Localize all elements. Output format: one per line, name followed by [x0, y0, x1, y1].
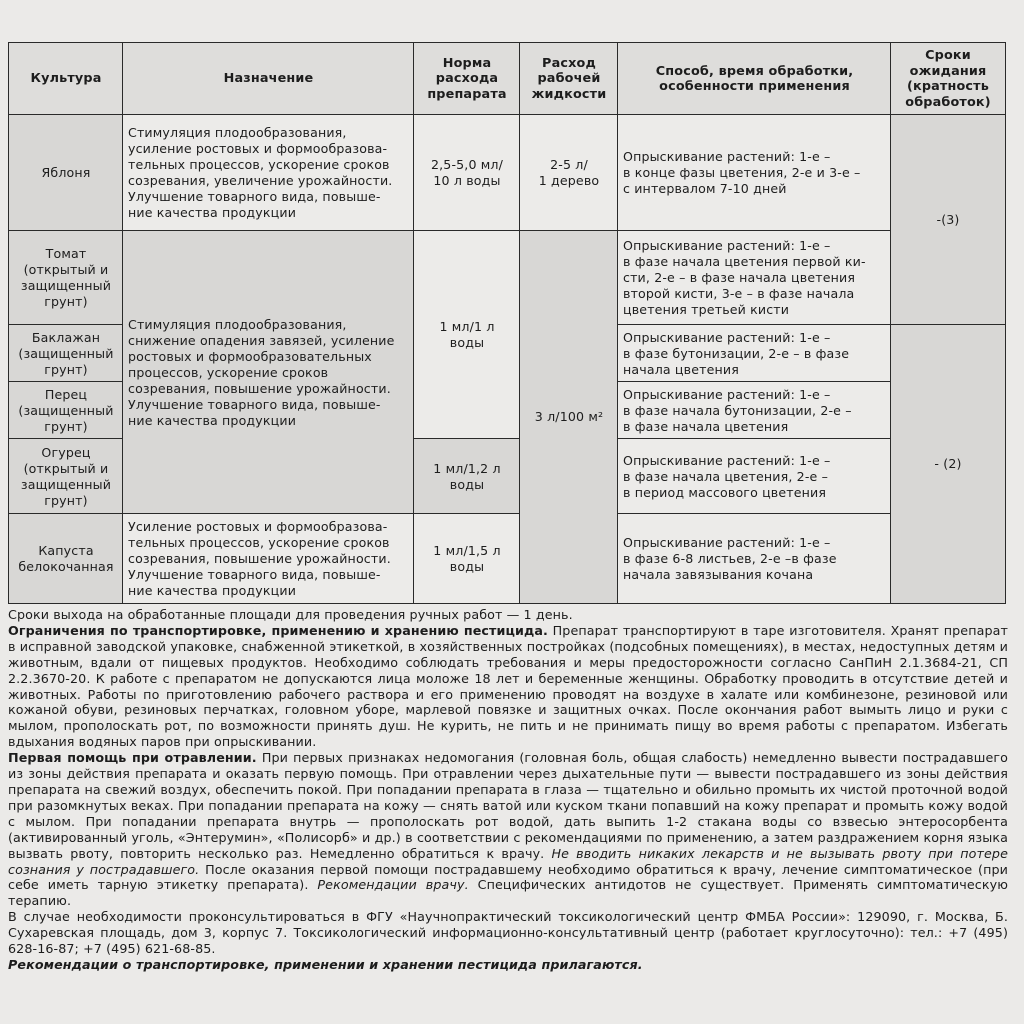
norm-vegetables: 1 мл/1 л воды	[413, 230, 521, 440]
method-apple: Опрыскивание растений: 1-е – в конце фазы цветения, 2-е и 3-е – с интервалом 7-10 дней	[617, 114, 892, 232]
purpose-cabbage: Усиление ростовых и формообразова- тельных процессов, ускорение сроков созревания, повышение урожайности. Улучшение товарного вида, повыше- ние качества продукции	[122, 513, 415, 604]
purpose-apple: Стимуляция плодообразования, усиление ростовых и формообразова- тельных процессов, ускорение сроков созревания, увеличение урожайности. Улучшение товарного вида, повыше- ние качества продукции	[122, 114, 415, 232]
header-purpose: Назначение	[122, 42, 415, 116]
norm-cabbage: 1 мл/1,5 л воды	[413, 513, 521, 604]
norm-apple: 2,5-5,0 мл/ 10 л воды	[413, 114, 521, 232]
first-aid-italic: Не вводить никаких лекарств и не вызывать рвоту при потере сознания у пострадавшего.	[8, 845, 1008, 877]
first-aid-text-2: После оказания первой помощи пострадавшему необходимо обратиться к врачу, лечение симптоматическое (при себе иметь тарную этикетку препарата).	[8, 861, 1008, 893]
culture-apple: Яблоня	[8, 114, 124, 232]
first-aid-title: Первая помощь при отравлении.	[8, 750, 257, 766]
final-note: Рекомендации о транспортировке, применении и хранении пестицида прилагаются.	[8, 956, 643, 972]
culture-cucumber: Огурец (открытый и защищенный грунт)	[8, 438, 124, 515]
culture-eggplant: Баклажан (защищенный грунт)	[8, 324, 124, 383]
header-terms: Сроки ожидания (кратность обработок)	[890, 42, 1006, 116]
norm-cucumber: 1 мл/1,2 л воды	[413, 438, 521, 515]
culture-cabbage: Капуста белокочанная	[8, 513, 124, 604]
method-cabbage: Опрыскивание растений: 1-е – в фазе 6-8 листьев, 2-е –в фазе начала завязывания кочана	[617, 513, 892, 604]
first-aid-text-1: При первых признаках недомогания (головная боль, общая слабость) немедленно вывести пострадавшего из зоны действия препарата и оказать первую помощь. При отравлении через дыхательные пути — вывести пострадавшего из зоны действия препарата на свежий воздух, обеспечить покой. При попадании препарата в глаза — тщательно и обильно промыть их чистой проточной водой при разомкнутых веках. При попадании препарата на кожу — снять ватой или куском ткани попавший на кожу препарат и промыть кожу водой с мылом. При попадании препарата внутрь — прополоскать рот водой, дать выпить 1-2 стакана воды со взвесью энтеросорбента (активированный уголь, «Энтерумин», «Полисорб» и др.) в соответствии с рекомендациями по применению, а затем раздражением корня языка вызвать рвоту, повторить несколько раз. Немедленно обратиться к врачу.	[8, 750, 1009, 861]
restrictions-text: Препарат транспортируют в таре изготовителя. Хранят препарат в исправной заводской упаковке, снабженной этикеткой, в хозяйственных постройках (подсобных помещениях), в местах, недоступных детям и животным, вдали от пищевых продуктов. Необходимо соблюдать требования и меры предосторожности согласно СанПиН 2.1.3684-21, СП 2.2.3670-20. К работе с препаратом не допускаются лица моложе 18 лет и беременные женщины. Обработку проводить в отсутствие детей и животных. Работы по приготовлению рабочего раствора и его применению проводят на воздухе в халате или комбинезоне, резиновой или кожаной обуви, резиновых перчатках, головном уборе, марлевой повязке и защитных очках. После окончания работ вымыть лицо и руки с мылом, прополоскать рот, по возможности принять душ. Не курить, не пить и не принимать пищу во время работы с препаратом. Избегать вдыхания водяных паров при опрыскивании.	[8, 622, 1008, 750]
header-liquid: Расход рабочей жидкости	[519, 42, 619, 116]
header-method: Способ, время обработки, особенности применения	[617, 42, 892, 116]
header-culture: Культура	[8, 42, 124, 116]
terms-three: -(3)	[890, 114, 1006, 326]
method-cucumber: Опрыскивание растений: 1-е – в фазе начала цветения, 2-е – в период массового цветения	[617, 438, 892, 515]
first-aid-paragraph	[8, 750, 1008, 909]
safety-notes	[8, 607, 1008, 973]
exit-terms-text: Сроки выхода на обработанные площади для проведения ручных работ — 1 день.	[8, 607, 573, 622]
restrictions-paragraph	[8, 623, 1008, 750]
restrictions-title: Ограничения по транспортировке, применению и хранению пестицида.	[8, 622, 548, 638]
method-eggplant: Опрыскивание растений: 1-е – в фазе бутонизации, 2-е – в фазе начала цветения	[617, 324, 892, 383]
culture-pepper: Перец (защищенный грунт)	[8, 381, 124, 440]
liquid-apple: 2-5 л/ 1 дерево	[519, 114, 619, 232]
application-table	[8, 42, 1006, 604]
header-norm: Норма расхода препарата	[413, 42, 521, 116]
consult-paragraph: В случае необходимости проконсультироваться в ФГУ «Научнопрактический токсикологический центр ФМБА России»: 129090, г. Москва, Б. Сухаревская площадь, дом 3, корпус 7. Токсикологический информационно-консультативный центр (работает круглосуточно): тел.: +7 (495) 628-16-87; +7 (495) 621-68-85.	[8, 909, 1008, 957]
liquid-vegetables: 3 л/100 м²	[519, 230, 619, 604]
culture-tomato: Томат (открытый и защищенный грунт)	[8, 230, 124, 326]
doctor-recommendations: Рекомендации врачу.	[317, 877, 469, 893]
terms-two: - (2)	[890, 324, 1006, 604]
method-pepper: Опрыскивание растений: 1-е – в фазе начала бутонизации, 2-е – в фазе начала цветения	[617, 381, 892, 440]
method-tomato: Опрыскивание растений: 1-е – в фазе начала цветения первой ки- сти, 2-е – в фазе начала цветения второй кисти, 3-е – в фазе начала цветения третьей кисти	[617, 230, 892, 326]
first-aid-text-3: Специфических антидотов не существует. Применять симптоматическую терапию.	[8, 877, 1008, 909]
purpose-vegetables: Стимуляция плодообразования, снижение опадения завязей, усиление ростовых и формообразовательных процессов, ускорение сроков созревания, повышение урожайности. Улучшение товарного вида, повыше- ние качества продукции	[122, 230, 415, 515]
